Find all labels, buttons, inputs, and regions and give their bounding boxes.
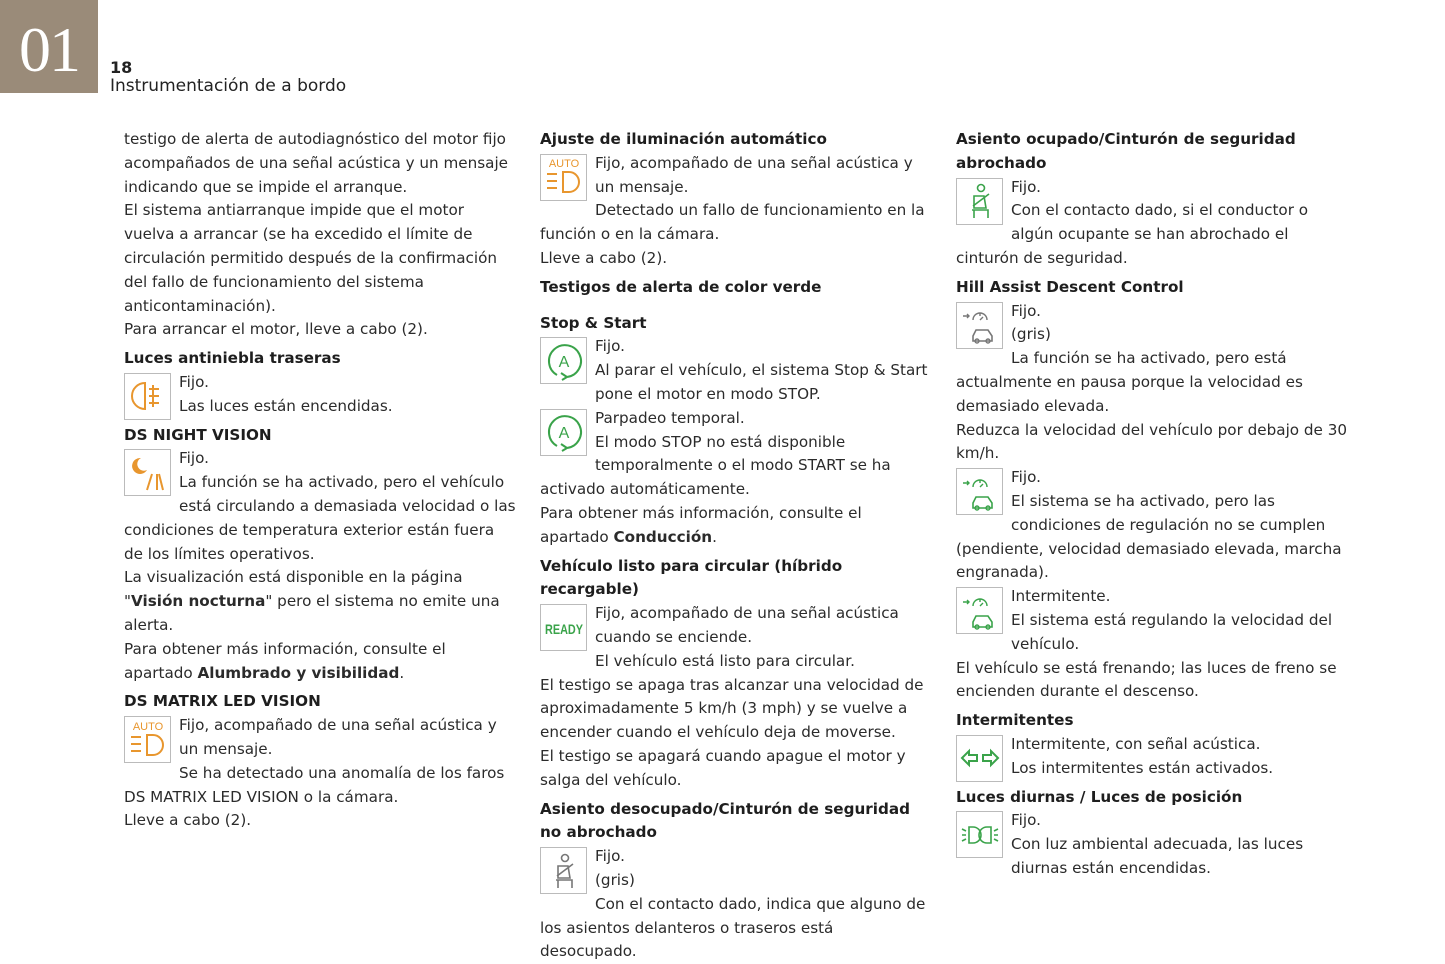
paragraph [540,199,932,247]
item-text: (gris) [1011,325,1051,344]
paragraph [956,347,1348,418]
item-text: Fijo. [595,337,625,356]
text-run: testigo de alerta de autodiagnóstico del motor fijo acompañados de una señal acústica y un mensaje indicando que se impide el arranque. [124,130,509,196]
paragraph [956,419,1348,467]
item-text: Fijo, acompañado de una señal acústica y un mensaje. [595,153,913,196]
text-run: El testigo se apaga tras alcanzar una velocidad de aproximadamente 5 km/h (3 mph) y se vuelve a encender cuando el vehículo deja de moverse. [540,675,924,742]
text-run: El sistema antiarranque impide que el motor vuelva a arrancar (se ha excedido el límite de circulación permitido después de la confirmación del fallo de funcionamiento del sistema anticontaminación). [124,201,498,315]
item-text: El sistema se ha activado, pero las condiciones de regulación no se cumplen (pendiente, velocidad demasiado elevada, marcha engranada). [956,491,1342,582]
paragraph [124,638,516,686]
stop-start-icon [540,409,587,456]
seatbelt-green-icon [956,178,1003,225]
text-run: Detectado un fallo de funcionamiento en la función o en la cámara. [540,201,925,244]
paragraph [540,745,932,793]
text-run: El vehículo está listo para circular. [595,651,855,670]
section-heading: Intermitentes [956,711,1074,730]
text-run: . [399,663,405,682]
auto-headlamp-icon [124,716,171,763]
daytime-lights-icon [956,811,1003,858]
text-run: Reduzca la velocidad del vehículo por debajo de 30 km/h. [956,420,1348,463]
warning-light-item [540,845,932,893]
section-heading: Stop & Start [540,313,647,332]
item-text: Fijo, acompañado de una señal acústica y un mensaje. [179,716,497,758]
item-text: Con luz ambiental adecuada, las luces diurnas están encendidas. [1011,835,1304,877]
svg-text:READY: READY [544,620,584,637]
text-run: El testigo se apagará cuando apague el motor y salga del vehículo. [540,746,906,789]
turn-signals-icon [956,735,1003,782]
paragraph [540,650,932,674]
item-text: Fijo, acompañado de una señal acústica cuando se enciende. [595,604,899,646]
paragraph [124,199,516,318]
paragraph [124,128,516,199]
paragraph [124,318,516,342]
column-2 [540,128,932,964]
paragraph [540,247,932,271]
warning-light-item [540,335,932,406]
text-run: Con el contacto dado, indica que alguno de los asientos delanteros o traseros está desocupado. [540,894,926,961]
section-heading: Asiento ocupado/Cinturón de seguridad abrochado [956,130,1296,172]
bold-reference: Alumbrado y visibilidad [197,663,400,682]
text-run: Lleve a cabo (2). [540,248,668,267]
svg-text:A: A [558,425,569,443]
text-run: Para arrancar el motor, lleve a cabo (2). [124,320,428,339]
section-heading: Asiento desocupado/Cinturón de seguridad no abrochado [540,799,910,842]
svg-text:AUTO: AUTO [132,720,163,733]
hill-descent-green-icon [956,468,1003,515]
text-run: La visualización está disponible en la página " [124,568,463,611]
text-run: Lleve a cabo (2). [124,811,252,830]
item-text: Con el contacto dado, si el conductor o algún ocupante se han abrochado el cinturón de seguridad. [956,201,1309,267]
item-text: El modo STOP no está disponible temporalmente o el modo START se ha activado automáticamente. [540,432,891,499]
paragraph [540,674,932,745]
item-text: Fijo. [595,847,625,866]
night-vision-icon [124,449,171,496]
section-heading: Testigos de alerta de color verde [540,277,822,296]
item-text: Fijo. [1011,177,1041,196]
hill-descent-green-icon [956,587,1003,634]
section-heading: Hill Assist Descent Control [956,277,1184,296]
stop-start-icon [540,337,587,384]
text-run: Para obtener más información, consulte el apartado [124,639,446,682]
warning-light-item [956,585,1348,656]
svg-text:AUTO: AUTO [548,158,579,171]
warning-light-item [956,176,1348,271]
section-heading: Luces antiniebla traseras [124,349,341,368]
item-text: Las luces están encendidas. [179,396,393,415]
item-text: Fijo. [1011,301,1041,320]
item-text: Parpadeo temporal. [595,408,745,427]
auto-headlamp-icon [540,154,587,201]
text-run: El vehículo se está frenando; las luces de freno se encienden durante el descenso. [956,658,1337,701]
text-run: . [712,527,717,546]
warning-light-item [540,407,932,502]
paragraph [124,762,516,810]
section-heading: DS MATRIX LED VISION [124,692,321,711]
item-text: Fijo. [1011,811,1041,830]
warning-light-item [956,466,1348,585]
item-text: Los intermitentes están activados. [1011,758,1274,777]
item-text: El sistema está regulando la velocidad del vehículo. [1011,610,1333,653]
svg-text:A: A [558,353,569,371]
page-title: Instrumentación de a bordo [110,76,347,96]
seatbelt-gray-icon [540,847,587,894]
item-text: Intermitente, con señal acústica. [1011,734,1261,753]
item-text: Fijo. [179,372,209,391]
page-number: 18 [110,58,133,77]
bold-reference: Conducción [613,527,713,546]
item-text: La función se ha activado, pero el vehículo está circulando a demasiada velocidad o las condiciones de temperatura exterior están fuera de los límites operativos. [124,473,516,563]
section-heading: Vehículo listo para circular (híbrido recargable) [540,556,843,599]
warning-light-item [124,714,516,762]
warning-light-item [124,447,516,566]
paragraph [956,657,1348,705]
section-heading: DS NIGHT VISION [124,425,272,444]
paragraph [124,809,516,833]
column-3 [956,128,1348,881]
paragraph [540,502,932,550]
chapter-number: 01 [0,0,98,93]
item-text: Fijo. [179,449,209,468]
warning-light-item [956,300,1348,348]
warning-light-item [540,152,932,200]
section-heading: Ajuste de iluminación automático [540,130,827,148]
ready-icon [540,604,587,651]
paragraph [124,566,516,637]
bold-reference: Visión nocturna [131,592,266,611]
item-text: Fijo. [1011,468,1041,487]
warning-light-item [540,602,932,650]
text-run: " pero el sistema no emite una alerta. [124,592,500,634]
item-text: (gris) [595,870,635,889]
paragraph [540,893,932,964]
warning-light-item [956,733,1348,781]
text-run: Para obtener más información, consulte el apartado [540,503,862,546]
item-text: Intermitente. [1011,587,1111,606]
item-text: Al parar el vehículo, el sistema Stop & Start pone el motor en modo STOP. [595,361,928,403]
text-run: La función se ha activado, pero está actualmente en pausa porque la velocidad es demasiado elevada. [956,349,1303,415]
text-run: Se ha detectado una anomalía de los faros DS MATRIX LED VISION o la cámara. [124,763,505,806]
warning-light-item [956,809,1348,880]
warning-light-item [124,371,516,419]
section-heading: Luces diurnas / Luces de posición [956,787,1243,806]
hill-descent-gray-icon [956,302,1003,349]
rear-fog-icon [124,373,171,420]
column-1 [124,128,516,833]
